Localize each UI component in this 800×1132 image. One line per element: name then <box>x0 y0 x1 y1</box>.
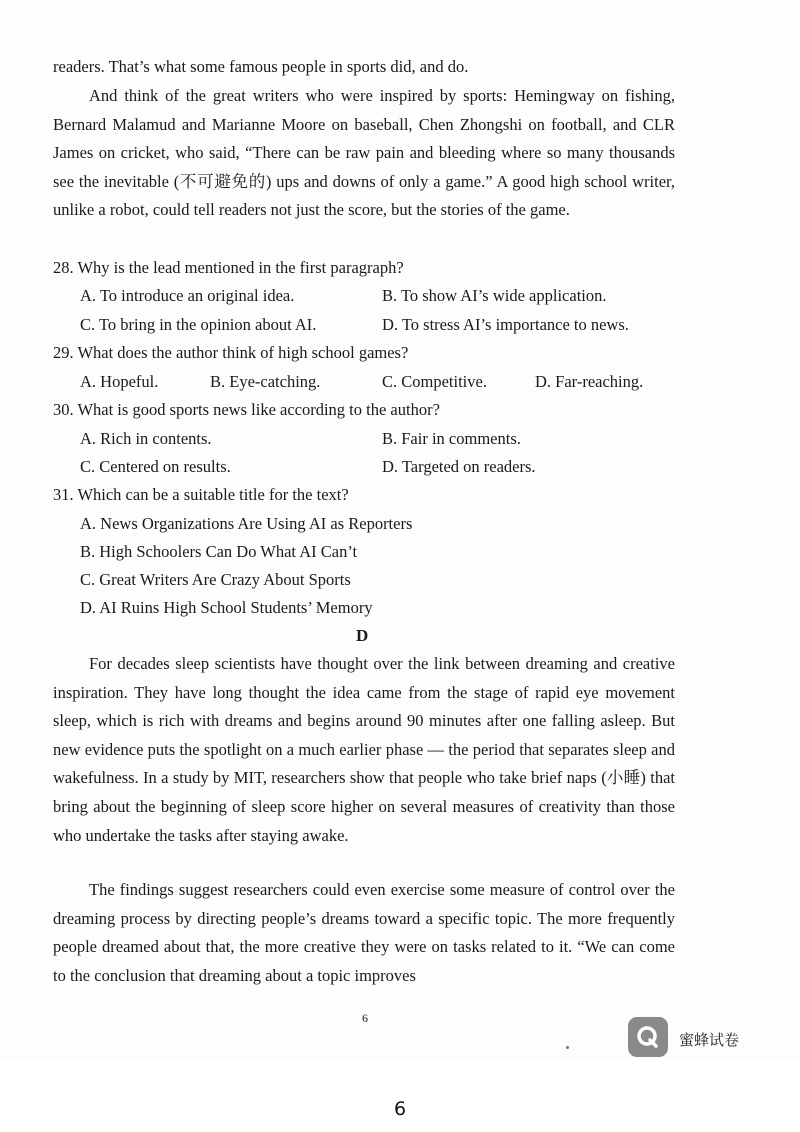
question-28-stem: 28. Why is the lead mentioned in the first paragraph? <box>53 258 404 277</box>
question-31-option-d: D. AI Ruins High School Students’ Memory <box>80 598 373 617</box>
section-d-paragraph-2: The findings suggest researchers could even exercise some measure of control over the dreaming process by directing people’s dreams toward a specific topic. The more frequently people dreamed about that, the more creative they were on tasks related to it. “We can come to the conclusion that dreaming about a topic improves <box>53 880 675 985</box>
watermark-text: 蜜蜂试卷 <box>679 1031 740 1049</box>
question-31-option-c: C. Great Writers Are Crazy About Sports <box>80 570 351 589</box>
section-d-paragraph-1: For decades sleep scientists have thought over the link between dreaming and creative inspiration. They have long thought the idea came from the stage of rapid eye movement sleep, which is rich with dreams and begins around 90 minutes after one falling asleep. But new evidence puts the spotlight on a much earlier phase — the period that separates sleep and wakefulness. In a study by MIT, researchers show that people who take brief naps (小睡) that bring about the beginning of sleep score higher on several measures of creativity than those who undertake the tasks after staying awake. <box>53 654 675 845</box>
scan-speck <box>566 1046 569 1049</box>
section-d-heading: D <box>356 626 369 645</box>
question-30-stem: 30. What is good sports news like according to the author? <box>53 400 440 419</box>
question-29-stem: 29. What does the author think of high school games? <box>53 343 409 362</box>
question-28-option-b: B. To show AI’s wide application. <box>382 286 607 305</box>
passage-c-paragraph: And think of the great writers who were inspired by sports: Hemingway on fishing, Bernard Malamud and Marianne Moore on baseball, Chen Zhongshi on football, and CLR James on cricket, who said, “There can be raw pain and bleeding where so many thousands see the inevitable (不可避免的) ups and downs of only a game.” A good high school writer, unlike a robot, could tell readers not just the score, but the stories of the game. <box>53 86 675 220</box>
question-30-option-a: A. Rich in contents. <box>80 429 212 448</box>
passage-c-last-line: readers. That’s what some famous people in sports did, and do. <box>53 57 469 76</box>
question-29-option-d: D. Far-reaching. <box>535 372 644 391</box>
watermark-logo-icon <box>628 1017 668 1057</box>
scan-page-number: 6 <box>362 1011 368 1025</box>
question-28-option-d: D. To stress AI’s importance to news. <box>382 315 629 334</box>
question-29-option-c: C. Competitive. <box>382 372 487 391</box>
question-30-option-d: D. Targeted on readers. <box>382 457 536 476</box>
question-29-option-b: B. Eye-catching. <box>210 372 321 391</box>
question-29-option-a: A. Hopeful. <box>80 372 159 391</box>
question-31-option-a: A. News Organizations Are Using AI as Reporters <box>80 514 413 533</box>
question-31-stem: 31. Which can be a suitable title for the text? <box>53 485 349 504</box>
question-28-option-c: C. To bring in the opinion about AI. <box>80 315 317 334</box>
question-31-option-b: B. High Schoolers Can Do What AI Can’t <box>80 542 358 561</box>
question-30-option-c: C. Centered on results. <box>80 457 231 476</box>
page-number: 6 <box>393 1098 407 1120</box>
question-30-option-b: B. Fair in comments. <box>382 429 521 448</box>
question-28-option-a: A. To introduce an original idea. <box>80 286 295 305</box>
